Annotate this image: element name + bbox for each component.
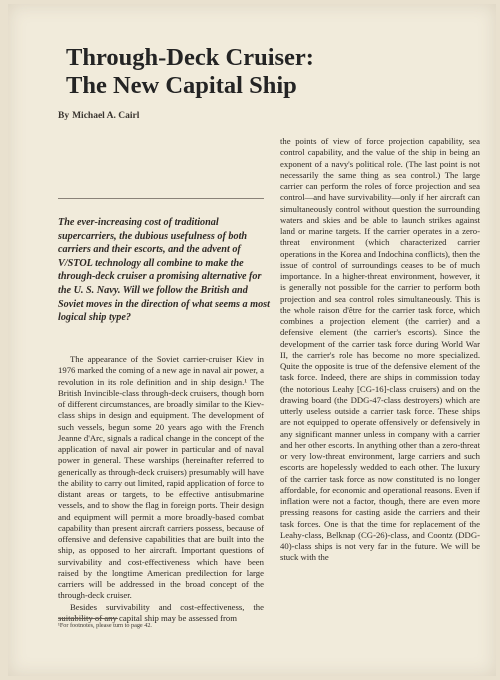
- title-line-2: The New Capital Ship: [66, 72, 297, 99]
- article-abstract: [58, 216, 270, 325]
- byline: [58, 111, 142, 121]
- right-column: [280, 136, 480, 564]
- author-name: Michael A. Cairl: [72, 111, 140, 121]
- title-line-1: Through-Deck Cruiser:: [66, 44, 314, 71]
- right-paragraph-1: the points of view of force projection capability, sea control capability, and the value of the ship in being an exponent of a navy's political role. (The last point is not necessarily the same thing as sea control.) The large carrier can perform the roles of force projection and sea control—and have survivability—only if her aircraft can simultaneously control without question the surrounding waters and skies and be able to launch strikes against land or marine targets. If the carrier operates in a zero-threat environment (which characterized carrier operations in the Korea and Indochina conflicts), then the issue of control of surroundings ceases to be of much importance. In a higher-threat environment, however, it is generally not possible for the carrier to perform both projection and sea control roles simultaneously. This is the whole raison d'être for the carrier task force, which combines a projection element (the carrier) and a defensive element (the carrier's escorts). Since the development of the carrier task force during World War II, the carrier's role has become no more specialized. Quite the opposite is true of the defensive element of the task force. Indeed, there are ships in commission today (the notorious Leahy [CG-16]-class cruisers) and on the drawing board (the DDG-47-class destroyers) which are utterly useless outside a carrier task force. These ships are not equipped to operate offensively or defensively in any significant manner unless in company with a carrier and her other escorts. In anything other than a zero-threat or very low-threat environment, large carriers and such escorts are hopelessly wedded to each other. The luxury of the carrier task force as now constituted is no longer affordable, for economic and operational reasons. Even if inflation were not a factor, though, there are even more pressing reasons for casting aside the carriers and their task forces. One is that the time for replacement of the Leahy-class, Belknap (CG-26)-class, and Coontz (DDG-40)-class ships is not very far in the future. We will be stuck with the: [280, 136, 480, 563]
- article-title: [66, 44, 486, 100]
- abstract-text: The ever-increasing cost of traditional supercarriers, the dubious usefulness of both carriers and their escorts, and the advent of V/STOL technology all combine to make the through-deck cruiser a promising alternative for the U. S. Navy. Will we follow the British and Soviet moves in the direction of what seems a most logical ship type?: [58, 217, 270, 324]
- left-paragraph-1: The appearance of the Soviet carrier-cruiser Kiev in 1976 marked the coming of a new age in naval air power, a revolution in its role definition and in ship design.¹ The British Invincible-class through-deck cruisers, though born of different circumstances, are broadly similar to the Kiev-class ships in design and equipment. The development of such vessels, begun some 20 years ago with the French Jeanne d'Arc, signals a radical change in the concept of the application of naval air power in particular and of naval power in general. These warships (hereinafter referred to generically as through-deck cruisers) presumably will have the ability to carry out limited, rapid application of force to distant areas or targets, to be effective antisubmarine vessels, and to show the flag in foreign ports. Their design and equipment will permit a more broadly-based combat capability than present aircraft carriers possess, because of offensive and defensive capabilities that are built into the ship, as opposed to her aircraft. Important questions of survivability and cost-effectiveness which have been raised by the longtime American predilection for large carriers will be addressed in the broad concept of the through-deck cruiser.: [58, 354, 264, 601]
- footnote: ¹For footnotes, please turn to page 42.: [58, 622, 152, 629]
- left-column: [58, 354, 264, 624]
- abstract-divider: [58, 198, 264, 199]
- footnote-divider: [58, 618, 118, 619]
- byline-prefix: By: [58, 111, 70, 121]
- left-paragraph-2: Besides survivability and cost-effectiveness, the suitability of any capital ship may be assessed from: [58, 601, 264, 623]
